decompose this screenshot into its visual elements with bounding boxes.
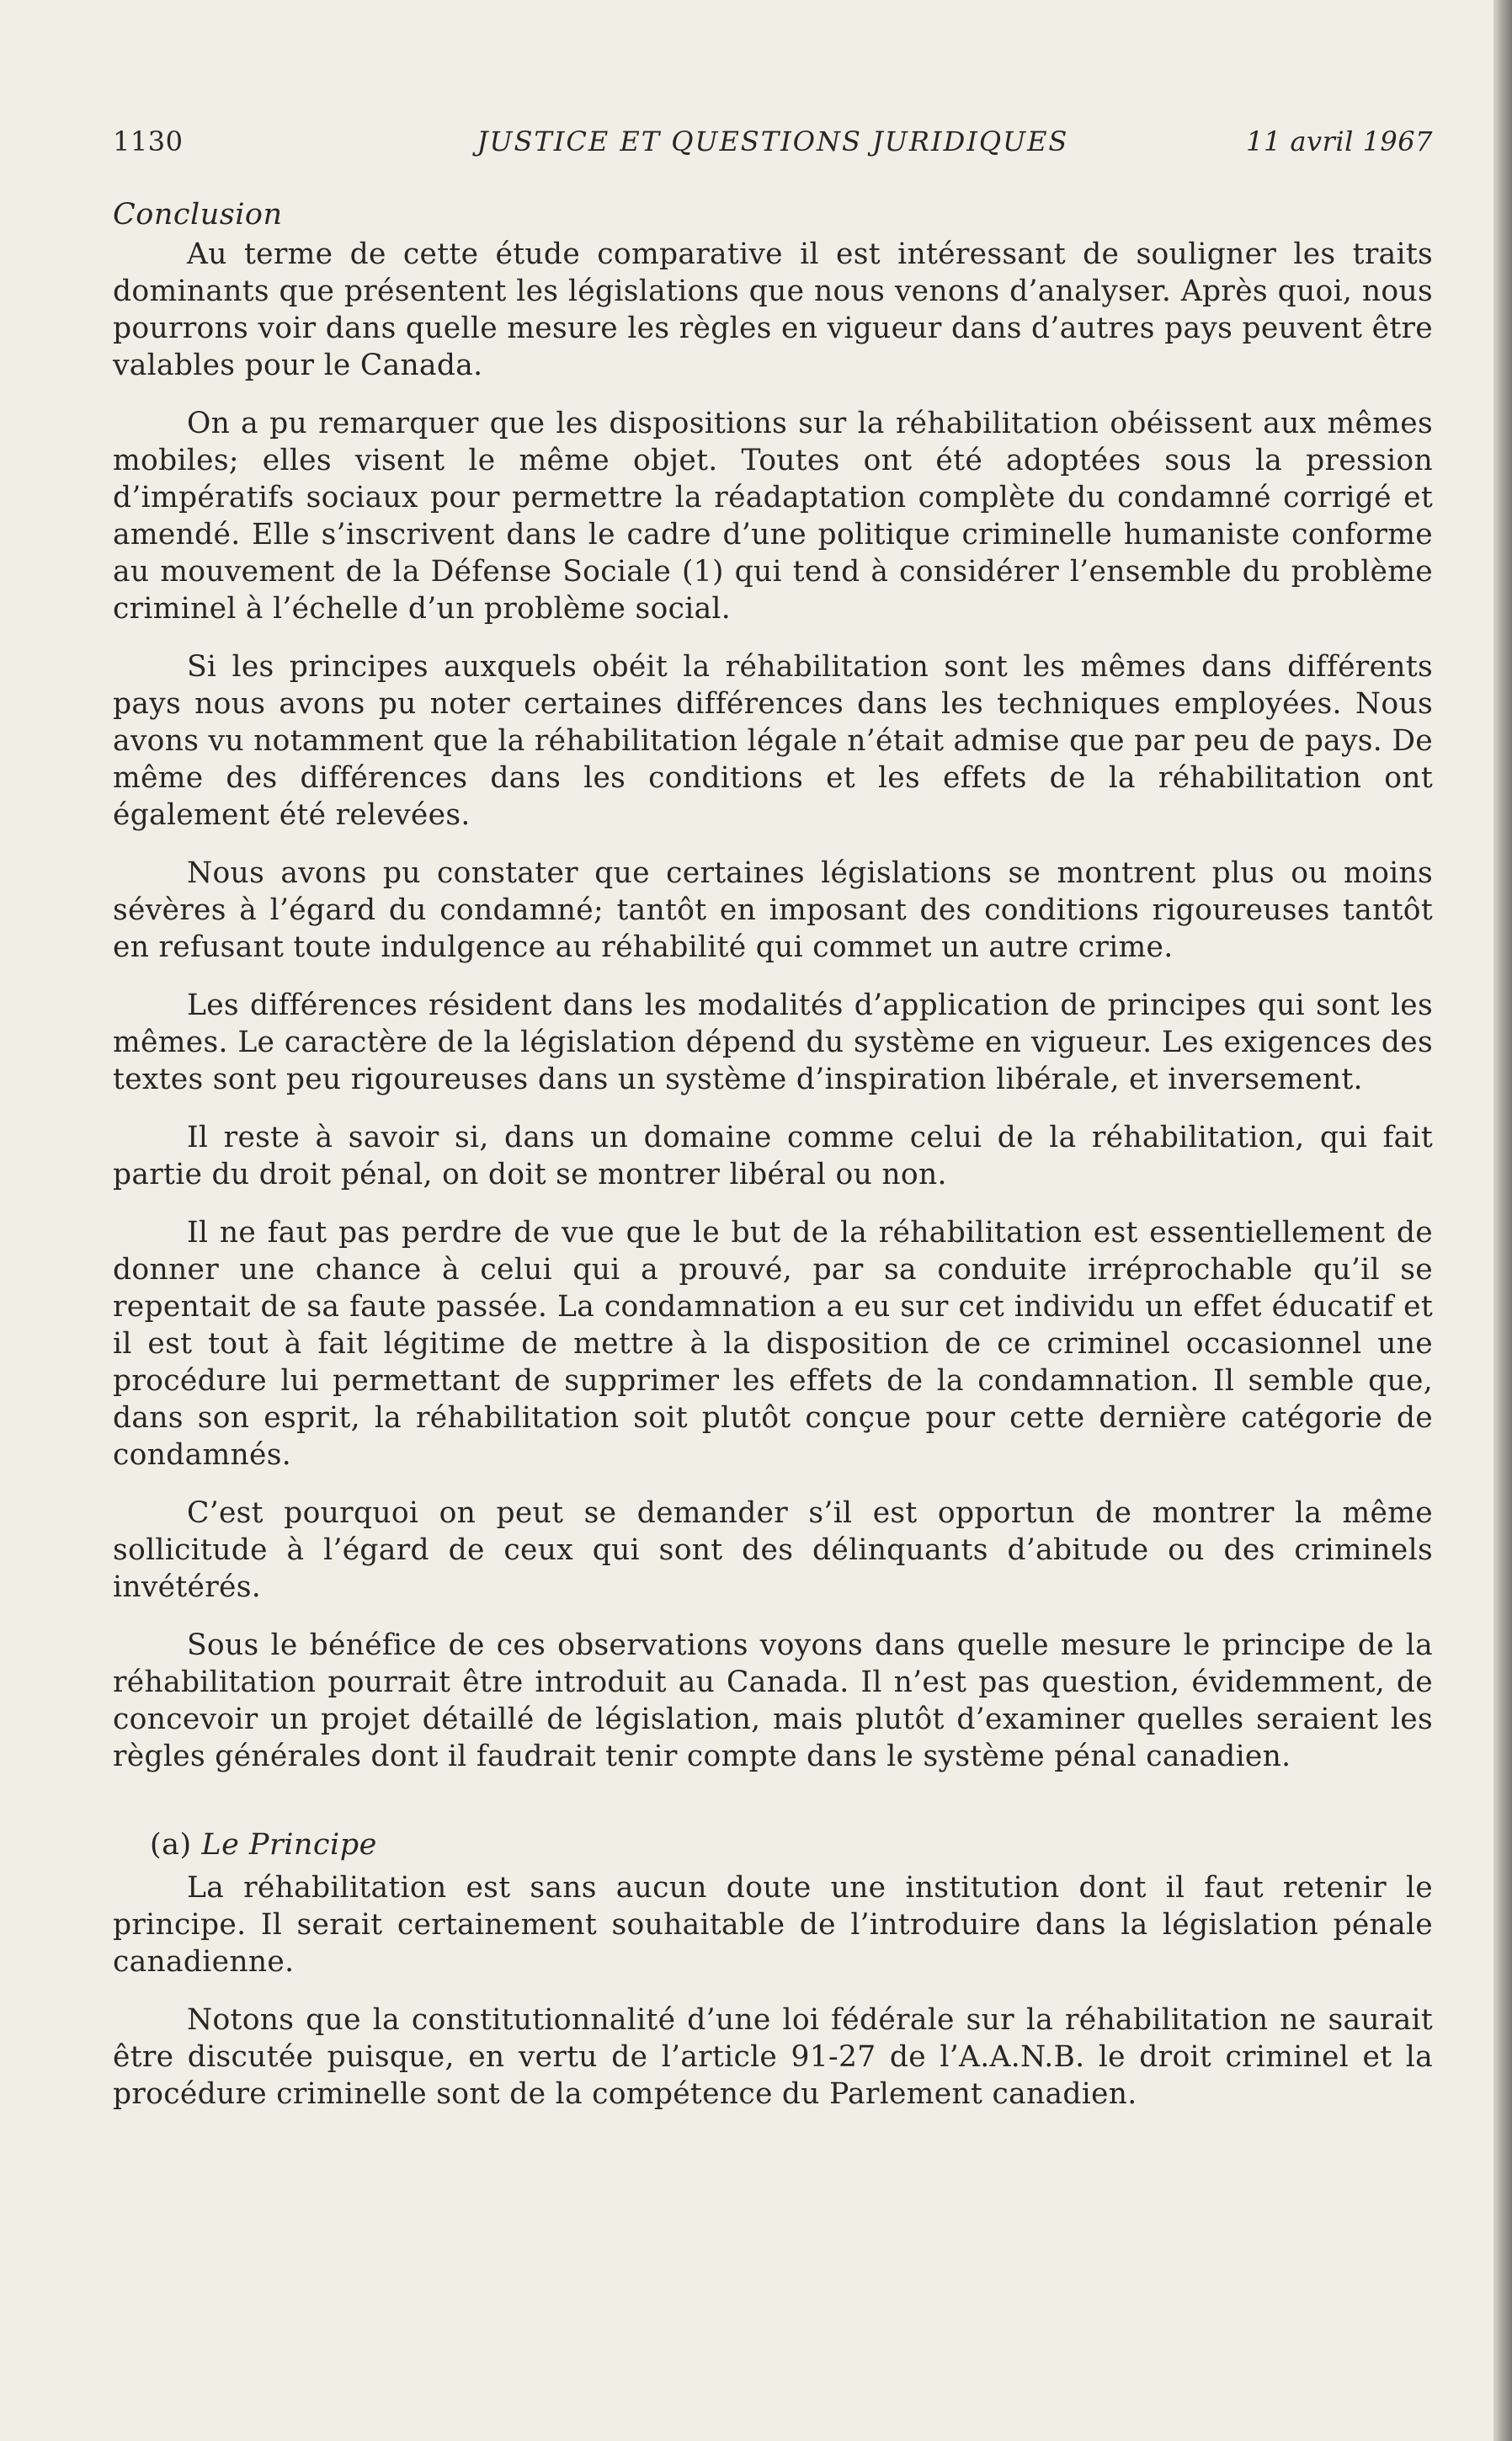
paragraph: Si les principes auxquels obéit la réhabilitation sont les mêmes dans différents pays nous avons pu noter certaines différences dans les techniques employées. Nous avons vu notamment que la réhabilitation légale n’était admise que par peu de pays. De même des différences dans les conditions et les effets de la réhabilitation ont également été relevées. xyxy=(113,650,1433,832)
paragraph: Sous le bénéfice de ces observations voyons dans quelle mesure le principe de la réhabilitation pourrait être introduit au Canada. Il n’est pas question, évidemment, de concevoir un projet détaillé de législation, mais plutôt d’examiner quelles seraient les règles générales dont il faudrait tenir compte dans le système pénal canadien. xyxy=(113,1628,1433,1773)
section-title: Conclusion xyxy=(113,198,283,232)
paragraph: Au terme de cette étude comparative il est intéressant de souligner les traits dominants que présentent les législations que nous venons d’analyser. Après quoi, nous pourrons voir dans quelle mesure les règles en vigueur dans d’autres pays peuvent être valables pour le Canada. xyxy=(113,237,1433,382)
paragraph: Il reste à savoir si, dans un domaine comme celui de la réhabilitation, qui fait partie du droit pénal, on doit se montrer libéral ou non. xyxy=(113,1121,1433,1191)
paragraph: La réhabilitation est sans aucun doute une institution dont il faut retenir le principe. Il serait certainement souhaitable de l’introduire dans la législation pénale canadienne. xyxy=(113,1871,1433,1979)
subsection-heading: Le Principe xyxy=(201,1828,377,1862)
running-title: JUSTICE ET QUESTIONS JURIDIQUES xyxy=(476,125,1069,157)
paragraph: C’est pourquoi on peut se demander s’il est opportun de montrer la même sollicitude à l’égard de ceux qui sont des délinquants d’abitude ou des criminels invétérés. xyxy=(113,1496,1433,1604)
paragraph: Il ne faut pas perdre de vue que le but de la réhabilitation est essentiellement de donner une chance à celui qui a prouvé, par sa conduite irréprochable qu’il se repentait de sa faute passée. La condamnation a eu sur cet individu un effet éducatif et il est tout à fait légitime de mettre à la disposition de ce criminel occasionnel une procédure lui permettant de supprimer les effets de la condamnation. Il semble que, dans son esprit, la réhabilitation soit plutôt conçue pour cette dernière catégorie de condamnés. xyxy=(113,1216,1433,1472)
page-edge-shadow xyxy=(1493,0,1512,2441)
subsection-title xyxy=(150,1824,1433,1866)
header-date: 11 avril 1967 xyxy=(1246,125,1433,157)
paragraph: Nous avons pu constater que certaines législations se montrent plus ou moins sévères à l’égard du condamné; tantôt en imposant des conditions rigoureuses tantôt en refusant toute indulgence au réhabilité qui commet un autre crime. xyxy=(113,856,1433,964)
subsection-marker: (a) xyxy=(150,1828,192,1862)
page-number: 1130 xyxy=(113,125,184,157)
page-header xyxy=(113,120,1433,163)
page-body xyxy=(113,194,1433,2134)
paragraph: Notons que la constitutionnalité d’une loi fédérale sur la réhabilitation ne saurait être discutée puisque, en vertu de l’article 91-27 de l’A.A.N.B. le droit criminel et la procédure criminelle sont de la compétence du Parlement canadien. xyxy=(113,2003,1433,2111)
paragraph: Les différences résident dans les modalités d’application de principes qui sont les mêmes. Le caractère de la législation dépend du système en vigueur. Les exigences des textes sont peu rigoureuses dans un système d’inspiration libérale, et inversement. xyxy=(113,989,1433,1096)
paragraph: On a pu remarquer que les dispositions sur la réhabilitation obéissent aux mêmes mobiles; elles visent le même objet. Toutes ont été adoptées sous la pression d’impératifs sociaux pour permettre la réadaptation complète du condamné corrigé et amendé. Elle s’inscrivent dans le cadre d’une politique criminelle humaniste conforme au mouvement de la Défense Sociale (1) qui tend à considérer l’ensemble du problème criminel à l’échelle d’un problème social. xyxy=(113,407,1433,626)
